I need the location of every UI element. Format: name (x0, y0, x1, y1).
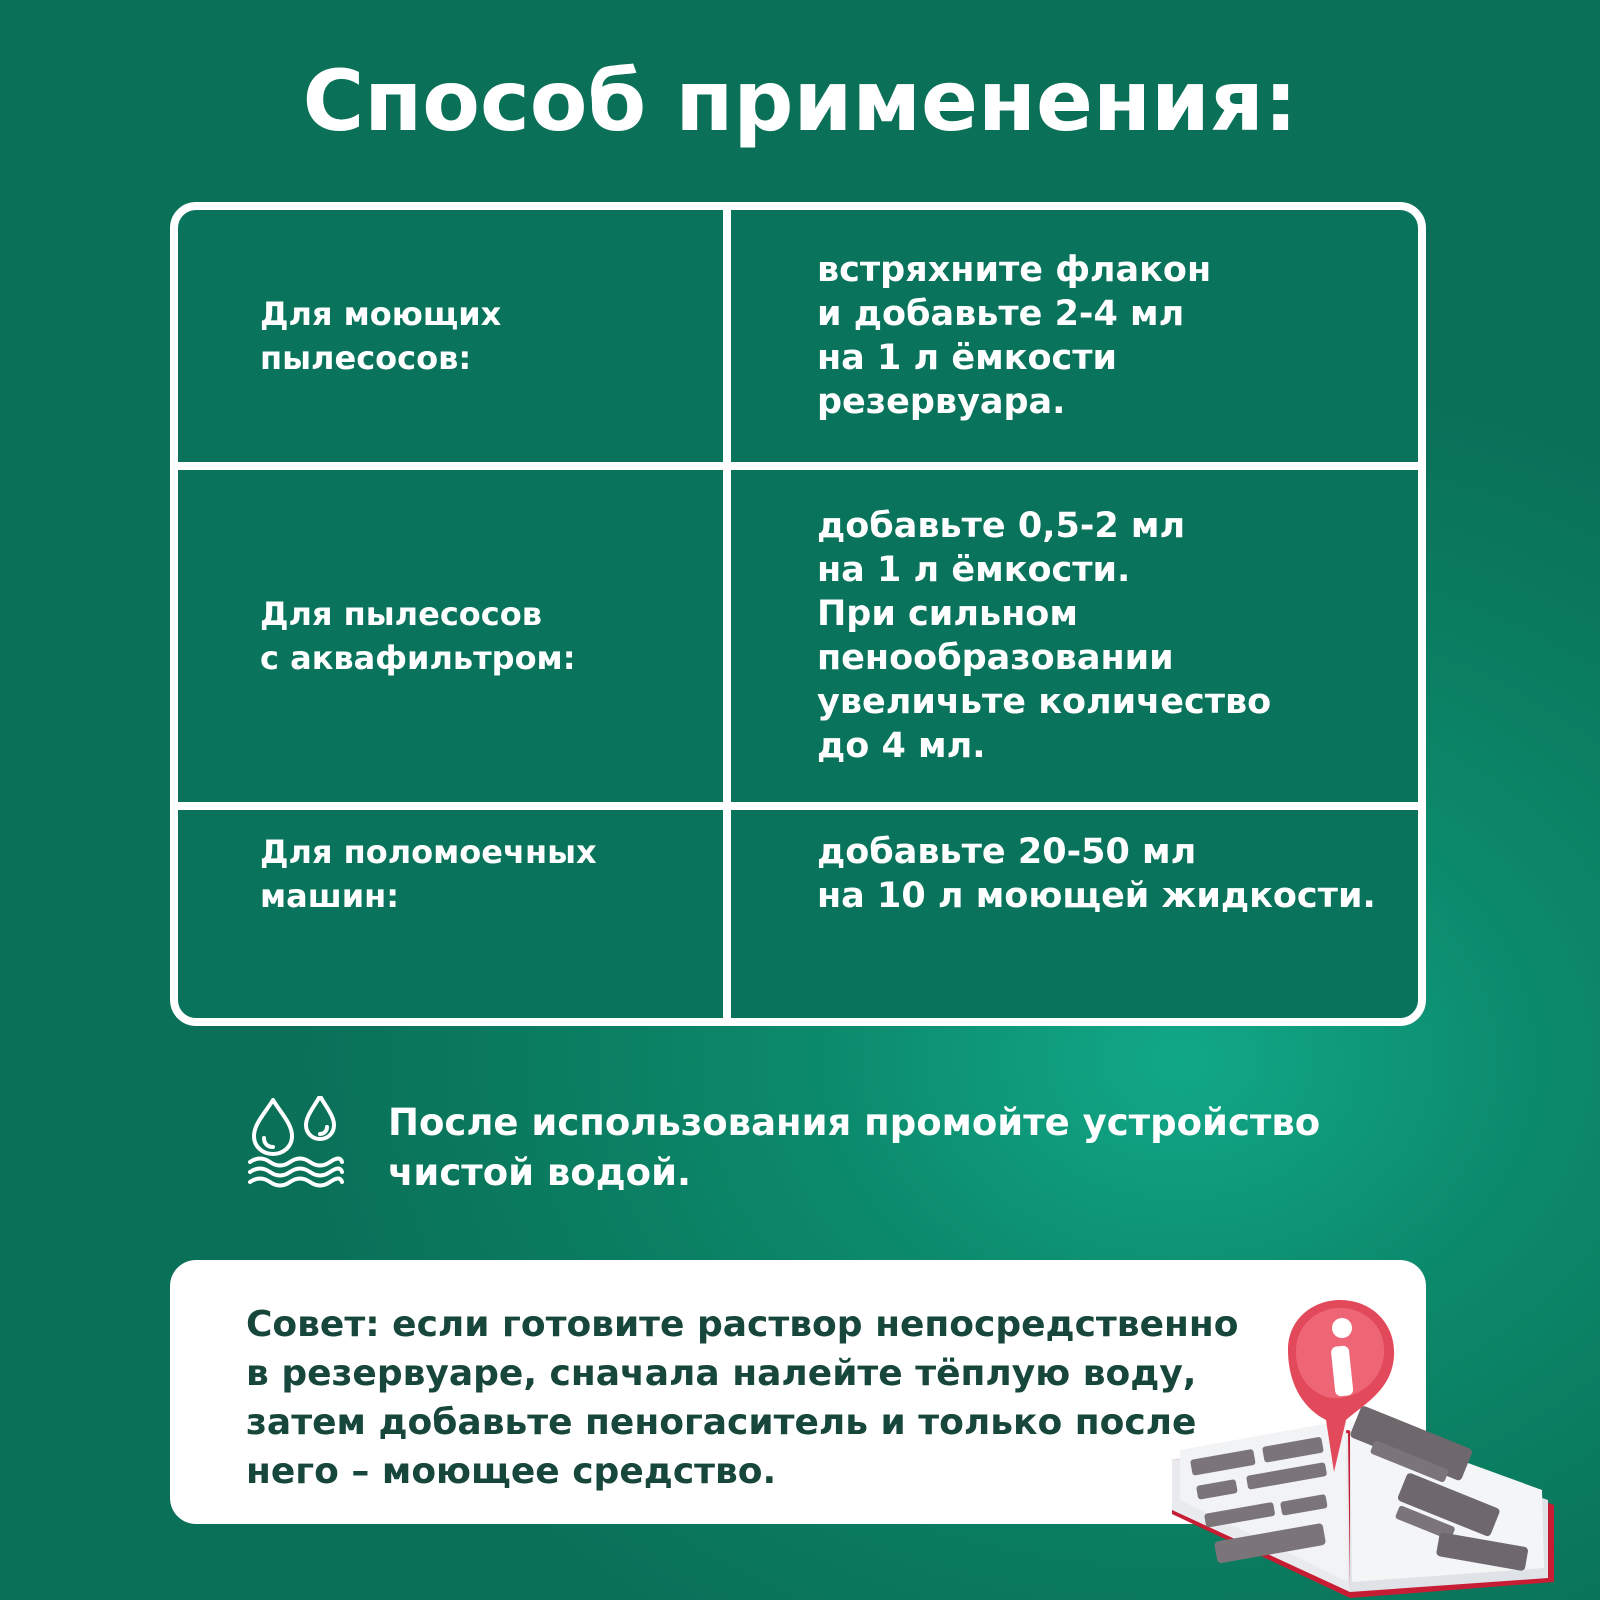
tip-body: если готовите раствор непосредственно в резервуаре, сначала налейте тёплую воду, затем добавьте пеногаситель и только после него – моющее средство. (246, 1304, 1239, 1492)
water-drops-icon (248, 1096, 344, 1192)
table-row-instruction (731, 470, 1426, 802)
page-title: Способ применения: (302, 52, 1298, 150)
rinse-note: После использования промойте устройство чистой водой. (388, 1101, 1321, 1194)
row-instruction-text: добавьте 0,5-2 мл на 1 л ёмкости. При сильном пенообразовании увеличьте количество до 4 мл. (817, 506, 1272, 766)
table-row-label (178, 210, 723, 462)
instructions-table (170, 202, 1426, 1026)
table-row-instruction (731, 810, 1426, 938)
row-label-text: Для пылесосов с аквафильтром: (260, 595, 576, 677)
table-row-instruction (731, 210, 1426, 462)
table-row-label (178, 470, 723, 802)
row-label-text: Для моющих пылесосов: (260, 295, 502, 377)
row-instruction-text: добавьте 20-50 мл на 10 л моющей жидкости. (817, 832, 1376, 916)
row-label-text: Для поломоечных машин: (260, 833, 597, 915)
info-book-icon (1150, 1300, 1570, 1600)
tip-label: Совет: (246, 1304, 380, 1345)
table-divider (178, 462, 1418, 470)
table-divider (723, 210, 731, 1018)
table-row-label (178, 810, 723, 938)
table-divider (178, 802, 1418, 810)
row-instruction-text: встряхните флакон и добавьте 2-4 мл на 1 л ёмкости резервуара. (817, 250, 1212, 422)
